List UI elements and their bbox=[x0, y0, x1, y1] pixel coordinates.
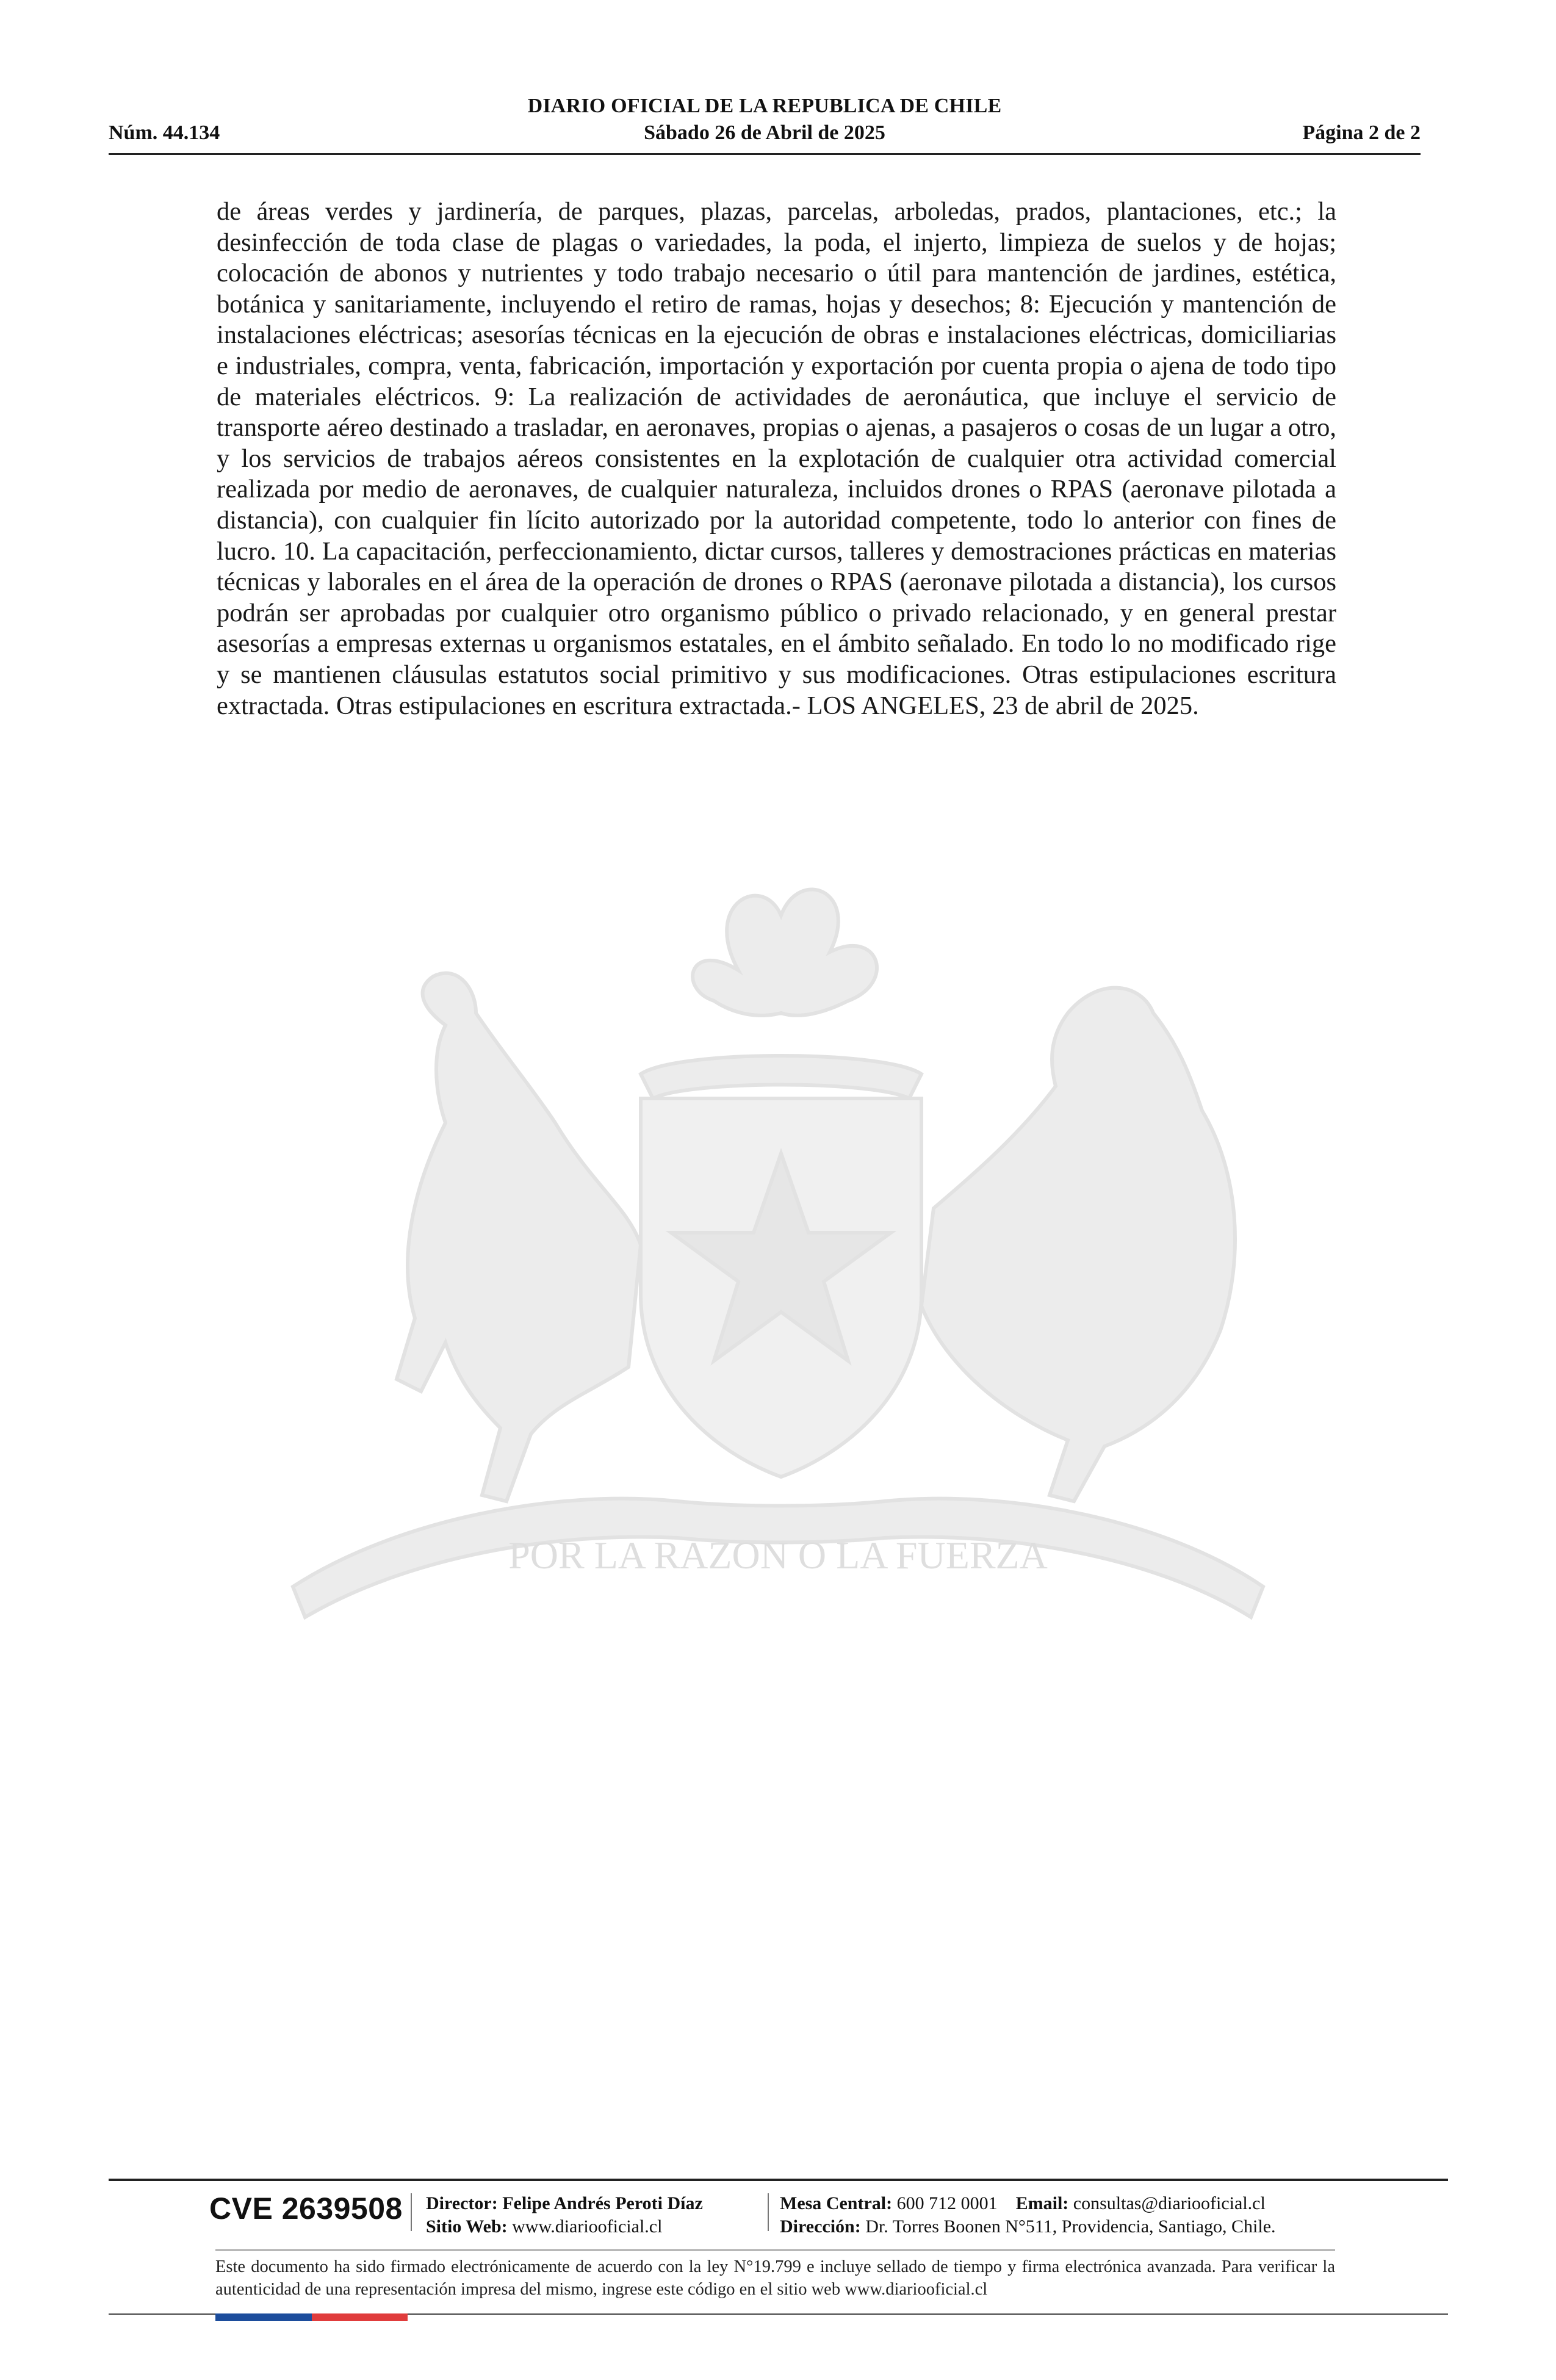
director-name: Felipe Andrés Peroti Díaz bbox=[502, 2193, 703, 2213]
footer-separator bbox=[768, 2193, 769, 2231]
flag-stripe bbox=[215, 2313, 408, 2321]
legal-notice: Este documento ha sido firmado electrónicamente de acuerdo con la ley N°19.799 e incluye sellado de tiempo y firma electrónica avanzada. Para verificar la autenticidad de una representación impresa del mismo, ingrese este código en el sitio web www.diariooficial.cl bbox=[215, 2257, 1335, 2299]
chile-coat-of-arms-watermark-icon bbox=[214, 867, 1342, 1672]
page-footer bbox=[109, 2179, 1448, 2331]
header-meta-row bbox=[109, 121, 1421, 150]
issue-number: Núm. 44.134 bbox=[109, 121, 220, 144]
contact-info bbox=[780, 2192, 1276, 2238]
website-link[interactable]: www.diariooficial.cl bbox=[512, 2216, 663, 2237]
website-label: Sitio Web: bbox=[426, 2216, 508, 2237]
address-label: Dirección: bbox=[780, 2216, 861, 2237]
flag-stripe-red bbox=[312, 2313, 408, 2321]
document-body: de áreas verdes y jardinería, de parques, plazas, parcelas, arboledas, prados, plantaciones, etc.; la desinfección de toda clase de plagas o variedades, la poda, el injerto, limpieza de suelos y de hojas; colocación de abonos y nutrientes y todo trabajo necesario o útil para mantención de jardines, estética, botánica y sanitariamente, incluyendo el retiro de ramas, hojas y desechos; 8: Ejecución y mantención de instalaciones eléctricas; asesorías técnicas en la ejecución de obras e instalaciones eléctricas, domiciliarias e industriales, compra, venta, fabricación, importación y exportación por cuenta propia o ajena de todo tipo de materiales eléctricos. 9: La realización de actividades de aeronáutica, que incluye el servicio de transporte aéreo destinado a trasladar, en aeronaves, propias o ajenas, a pasajeros o cosas de un lugar a otro, y los servicios de trabajos aéreos consistentes en la explotación de cualquier otra actividad comercial realizada por medio de aeronaves, de cualquier naturaleza, incluidos drones o RPAS (aeronave pilotada a distancia), con cualquier fin lícito autorizado por la autoridad competente, todo lo anterior con fines de lucro. 10. La capacitación, perfeccionamiento, dictar cursos, talleres y demostraciones prácticas en materias técnicas y laborales en el área de la operación de drones o RPAS (aeronave pilotada a distancia), los cursos podrán ser aprobadas por cualquier otro organismo público o privado relacionado, y en general prestar asesorías a empresas externas u organismos estatales, en el ámbito señalado. En todo lo no modificado rige y se mantienen cláusulas estatutos social primitivo y sus modificaciones. Otras estipulaciones escritura extractada. Otras estipulaciones en escritura extractada.- LOS ANGELES, 23 de abril de 2025. bbox=[217, 197, 1336, 720]
phone-number: 600 712 0001 bbox=[896, 2193, 998, 2213]
phone-label: Mesa Central: bbox=[780, 2193, 893, 2213]
footer-top-divider bbox=[109, 2179, 1448, 2181]
issue-date: Sábado 26 de Abril de 2025 bbox=[644, 121, 885, 144]
page-indicator: Página 2 de 2 bbox=[1302, 121, 1421, 144]
address-text: Dr. Torres Boonen N°511, Providencia, Santiago, Chile. bbox=[865, 2216, 1276, 2237]
footer-separator bbox=[411, 2193, 412, 2231]
page-header bbox=[109, 95, 1421, 156]
flag-stripe-blue bbox=[215, 2313, 312, 2321]
footer-mid-divider bbox=[215, 2249, 1335, 2251]
director-info bbox=[426, 2192, 703, 2238]
email-link[interactable]: consultas@diariooficial.cl bbox=[1073, 2193, 1266, 2213]
publication-title: DIARIO OFICIAL DE LA REPUBLICA DE CHILE bbox=[527, 95, 1002, 117]
cve-code: CVE 2639508 bbox=[209, 2191, 403, 2226]
director-label: Director: bbox=[426, 2193, 498, 2213]
email-label: Email: bbox=[1015, 2193, 1069, 2213]
watermark-motto: POR LA RAZON O LA FUERZA bbox=[508, 1534, 1048, 1577]
header-divider bbox=[109, 153, 1421, 155]
